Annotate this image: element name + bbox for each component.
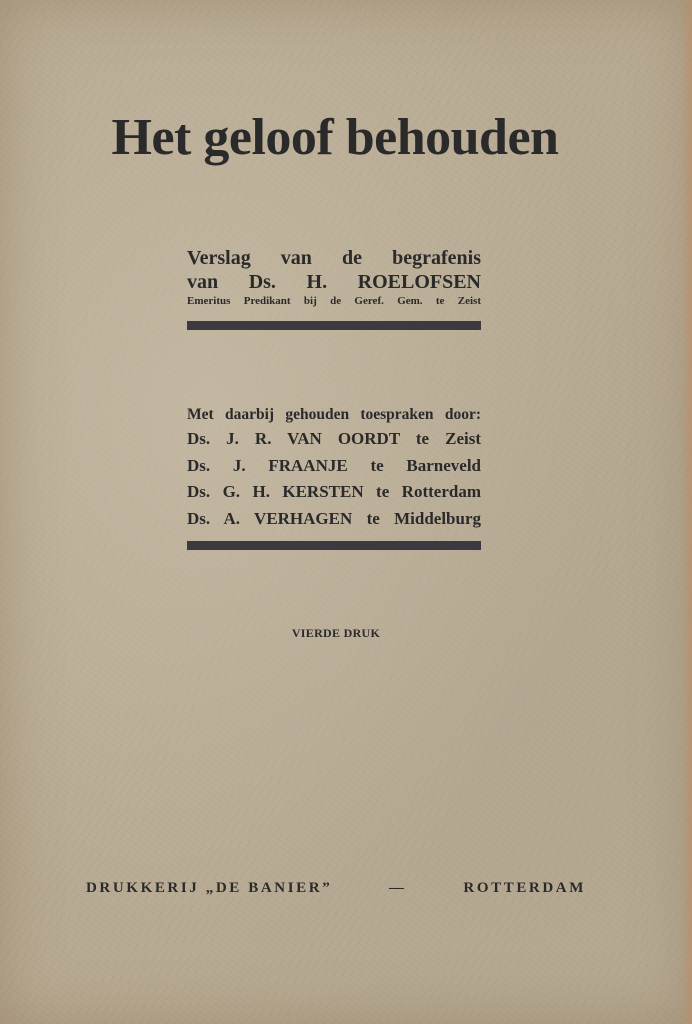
speaker-item: Ds. A. VERHAGEN te Middelburg xyxy=(187,508,481,528)
publisher-name: DRUKKERIJ „DE BANIER” xyxy=(86,880,333,896)
publisher-line xyxy=(86,880,586,897)
speaker-item: Ds. J. FRAANJE te Barneveld xyxy=(187,455,481,475)
speaker-item: Ds. J. R. VAN OORDT te Zeist xyxy=(187,429,481,448)
speaker-item: Ds. G. H. KERSTEN te Rotterdam xyxy=(187,482,481,501)
edition-label: VIERDE DRUK xyxy=(291,626,381,640)
subtitle-line-3: Emeritus Predikant bij de Geref. Gem. te Zeist xyxy=(187,295,481,307)
subtitle-line-1: Verslag van de begrafenis xyxy=(187,247,481,269)
subtitle-block xyxy=(187,246,481,308)
divider-rule-top xyxy=(187,321,481,330)
speakers-block xyxy=(187,404,481,532)
book-title: Het geloof behouden xyxy=(111,109,559,166)
subtitle-line-2: van Ds. H. ROELOFSEN xyxy=(187,271,481,293)
publisher-city: ROTTERDAM xyxy=(463,880,586,896)
speakers-intro: Met daarbij gehouden toespraken door: xyxy=(187,406,481,423)
divider-rule-bottom xyxy=(187,541,481,550)
cover-edge xyxy=(682,0,692,1024)
publisher-dash: — xyxy=(389,880,407,896)
